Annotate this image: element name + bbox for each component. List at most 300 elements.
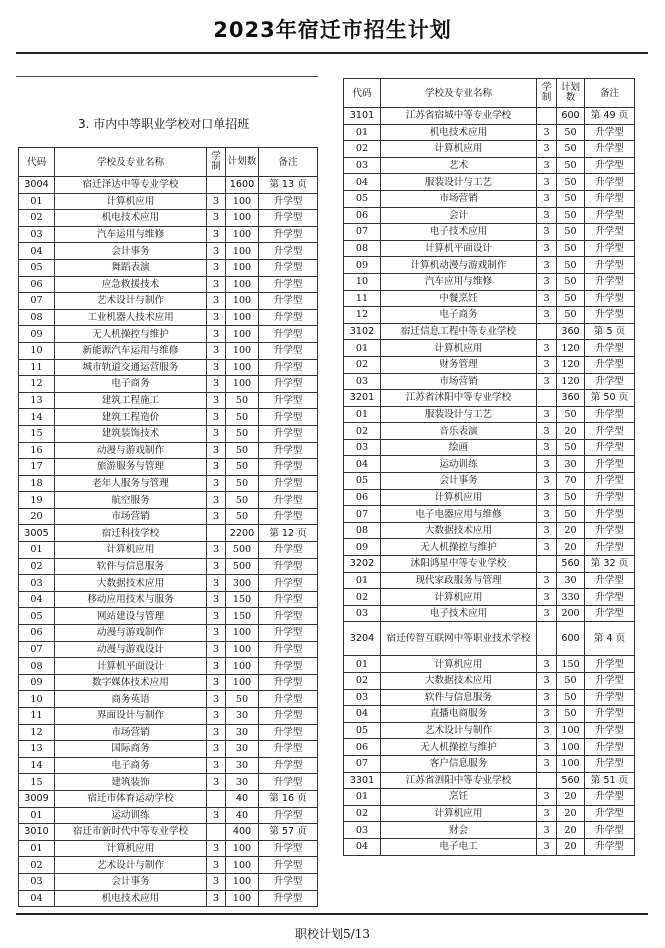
cell-note: 升学型 (585, 539, 635, 556)
cell-years: 3 (207, 492, 226, 509)
cell-plan: 100 (226, 658, 259, 675)
cell-code: 16 (19, 442, 55, 459)
cell-code: 03 (19, 226, 55, 243)
cell-plan: 100 (226, 326, 259, 343)
cell-note: 升学型 (259, 459, 318, 476)
table-row (344, 605, 635, 622)
cell-name: 电子电器应用与维修 (381, 506, 537, 523)
table-row (19, 542, 318, 559)
cell-years: 3 (537, 572, 557, 589)
school-row (344, 323, 635, 340)
cell-code: 01 (344, 124, 381, 141)
cell-code: 3004 (19, 177, 55, 194)
table-row (344, 240, 635, 257)
cell-years: 3 (207, 708, 226, 725)
cell-plan: 30 (226, 757, 259, 774)
cell-name: 网站建设与管理 (55, 608, 207, 625)
cell-code: 05 (344, 190, 381, 207)
cell-years: 3 (537, 157, 557, 174)
cell-plan: 30 (226, 708, 259, 725)
cell-years: 3 (537, 522, 557, 539)
table-row (19, 591, 318, 608)
header-name: 学校及专业名称 (381, 79, 537, 108)
cell-plan: 100 (226, 259, 259, 276)
cell-note: 升学型 (585, 240, 635, 257)
cell-code: 03 (344, 157, 381, 174)
table-row (19, 276, 318, 293)
cell-note: 升学型 (585, 689, 635, 706)
cell-note: 升学型 (585, 356, 635, 373)
school-row (344, 390, 635, 407)
cell-note: 升学型 (585, 290, 635, 307)
table-row (344, 273, 635, 290)
cell-note: 升学型 (585, 174, 635, 191)
cell-years (537, 772, 557, 789)
table-row (19, 475, 318, 492)
cell-code: 20 (19, 508, 55, 525)
cell-name: 江苏省宿城中等专业学校 (381, 108, 537, 125)
right-table-body (344, 108, 635, 856)
cell-code: 10 (19, 691, 55, 708)
cell-plan: 50 (557, 141, 585, 158)
cell-name: 计算机应用 (381, 489, 537, 506)
cell-plan: 50 (226, 409, 259, 426)
cell-code: 10 (344, 273, 381, 290)
table-row (19, 890, 318, 907)
cell-code: 02 (344, 423, 381, 440)
cell-plan: 100 (226, 840, 259, 857)
header-plan: 计划数 (557, 79, 585, 108)
cell-years: 3 (537, 207, 557, 224)
cell-code: 3202 (344, 556, 381, 573)
cell-plan: 100 (226, 309, 259, 326)
cell-code: 06 (344, 739, 381, 756)
cell-code: 05 (344, 473, 381, 490)
cell-note: 升学型 (585, 373, 635, 390)
cell-code: 09 (19, 674, 55, 691)
cell-years: 3 (537, 307, 557, 324)
cell-years: 3 (537, 822, 557, 839)
cell-note: 升学型 (259, 591, 318, 608)
cell-years: 3 (537, 373, 557, 390)
table-row (19, 857, 318, 874)
cell-name: 艺术 (381, 157, 537, 174)
cell-name: 航空服务 (55, 492, 207, 509)
cell-years: 3 (207, 342, 226, 359)
cell-name: 绘画 (381, 439, 537, 456)
cell-note: 升学型 (259, 226, 318, 243)
cell-name: 建筑工程施工 (55, 392, 207, 409)
cell-name: 建筑装饰技术 (55, 425, 207, 442)
cell-years (207, 177, 226, 194)
cell-note: 升学型 (259, 873, 318, 890)
table-row (19, 210, 318, 227)
table-row (19, 641, 318, 658)
cell-years (537, 622, 557, 656)
table-row (19, 508, 318, 525)
cell-note: 第 16 页 (259, 790, 318, 807)
table-row (344, 406, 635, 423)
cell-plan: 100 (226, 243, 259, 260)
cell-code: 03 (344, 822, 381, 839)
header-years: 学制 (537, 79, 557, 108)
cell-code: 04 (19, 243, 55, 260)
cell-code: 08 (344, 522, 381, 539)
cell-name: 财会 (381, 822, 537, 839)
cell-note: 升学型 (259, 326, 318, 343)
cell-name: 电子商务 (55, 757, 207, 774)
table-row (19, 741, 318, 758)
cell-name: 宿迁传智互联网中等职业技术学校 (381, 622, 537, 656)
cell-code: 11 (19, 708, 55, 725)
cell-note: 升学型 (585, 190, 635, 207)
cell-code: 15 (19, 774, 55, 791)
cell-note: 升学型 (259, 309, 318, 326)
cell-note: 升学型 (585, 257, 635, 274)
cell-name: 宿迁信息工程中等专业学校 (381, 323, 537, 340)
cell-years: 3 (537, 240, 557, 257)
table-row (344, 356, 635, 373)
cell-plan: 50 (557, 673, 585, 690)
cell-years: 3 (537, 656, 557, 673)
cell-code: 08 (19, 309, 55, 326)
cell-name: 艺术设计与制作 (55, 857, 207, 874)
cell-code: 09 (19, 326, 55, 343)
header-name: 学校及专业名称 (55, 148, 207, 177)
cell-years: 3 (207, 591, 226, 608)
cell-note: 升学型 (259, 741, 318, 758)
cell-code: 3201 (344, 390, 381, 407)
table-row (19, 293, 318, 310)
table-row (19, 392, 318, 409)
cell-name: 宿迁泽达中等专业学校 (55, 177, 207, 194)
cell-note: 升学型 (585, 456, 635, 473)
cell-code: 12 (19, 724, 55, 741)
cell-years: 3 (207, 376, 226, 393)
cell-name: 老年人服务与管理 (55, 475, 207, 492)
cell-years: 3 (207, 674, 226, 691)
cell-plan: 50 (557, 240, 585, 257)
cell-name: 烹饪 (381, 789, 537, 806)
cell-years: 3 (207, 873, 226, 890)
cell-code: 13 (19, 392, 55, 409)
cell-name: 计算机平面设计 (381, 240, 537, 257)
cell-name: 宿迁科技学校 (55, 525, 207, 542)
cell-name: 计算机动漫与游戏制作 (381, 257, 537, 274)
cell-years: 3 (537, 456, 557, 473)
cell-note: 升学型 (259, 658, 318, 675)
cell-years: 3 (207, 558, 226, 575)
cell-code: 01 (19, 807, 55, 824)
cell-code: 03 (344, 605, 381, 622)
cell-note: 升学型 (259, 558, 318, 575)
cell-code: 01 (19, 542, 55, 559)
cell-plan: 20 (557, 423, 585, 440)
cell-years: 3 (537, 755, 557, 772)
cell-name: 电子商务 (55, 376, 207, 393)
cell-note: 升学型 (585, 273, 635, 290)
cell-years: 3 (537, 141, 557, 158)
cell-years: 3 (207, 309, 226, 326)
cell-name: 计算机应用 (55, 840, 207, 857)
table-row (344, 423, 635, 440)
cell-note: 第 12 页 (259, 525, 318, 542)
table-row (344, 207, 635, 224)
header-note: 备注 (259, 148, 318, 177)
cell-years (537, 323, 557, 340)
cell-plan: 50 (557, 689, 585, 706)
cell-name: 汽车应用与维修 (381, 273, 537, 290)
table-row (344, 290, 635, 307)
table-row (344, 456, 635, 473)
cell-note: 升学型 (259, 641, 318, 658)
cell-note: 升学型 (259, 807, 318, 824)
cell-plan: 360 (557, 323, 585, 340)
cell-note: 升学型 (585, 439, 635, 456)
cell-name: 大数据技术应用 (55, 575, 207, 592)
cell-years: 3 (537, 356, 557, 373)
school-row (19, 177, 318, 194)
cell-years: 3 (207, 293, 226, 310)
table-row (19, 674, 318, 691)
cell-code: 3301 (344, 772, 381, 789)
cell-code: 03 (344, 689, 381, 706)
cell-years: 3 (537, 190, 557, 207)
cell-name: 机电技术应用 (55, 890, 207, 907)
cell-years: 3 (537, 739, 557, 756)
cell-code: 04 (19, 591, 55, 608)
cell-years: 3 (207, 575, 226, 592)
cell-name: 旅游服务与管理 (55, 459, 207, 476)
cell-plan: 300 (226, 575, 259, 592)
cell-plan: 150 (557, 656, 585, 673)
section-title: 3. 市内中等职业学校对口单招班 (78, 117, 250, 131)
cell-plan: 560 (557, 556, 585, 573)
cell-plan: 40 (226, 790, 259, 807)
table-row (344, 340, 635, 357)
cell-plan: 600 (557, 622, 585, 656)
cell-years: 3 (207, 326, 226, 343)
cell-name: 宿迁市新时代中等专业学校 (55, 824, 207, 841)
cell-years: 3 (537, 340, 557, 357)
cell-name: 服装设计与工艺 (381, 406, 537, 423)
cell-plan: 30 (557, 572, 585, 589)
cell-code: 02 (344, 141, 381, 158)
enrollment-table-right (343, 78, 635, 856)
cell-name: 动漫与游戏制作 (55, 625, 207, 642)
cell-code: 3101 (344, 108, 381, 125)
cell-years: 3 (537, 124, 557, 141)
cell-note: 第 49 页 (585, 108, 635, 125)
table-row (344, 190, 635, 207)
table-row (344, 373, 635, 390)
cell-name: 新能源汽车运用与维修 (55, 342, 207, 359)
cell-code: 15 (19, 425, 55, 442)
cell-plan: 100 (226, 890, 259, 907)
cell-plan: 50 (557, 439, 585, 456)
cell-code: 02 (344, 673, 381, 690)
cell-note: 升学型 (259, 840, 318, 857)
cell-name: 大数据技术应用 (381, 522, 537, 539)
table-row (19, 608, 318, 625)
cell-code: 08 (344, 240, 381, 257)
cell-code: 05 (19, 259, 55, 276)
cell-years: 3 (537, 706, 557, 723)
cell-code: 12 (19, 376, 55, 393)
cell-note: 升学型 (585, 589, 635, 606)
cell-note: 升学型 (585, 805, 635, 822)
cell-years: 3 (207, 641, 226, 658)
header-plan: 计划数 (226, 148, 259, 177)
cell-years (537, 108, 557, 125)
cell-name: 机电技术应用 (381, 124, 537, 141)
cell-plan: 120 (557, 373, 585, 390)
cell-name: 商务英语 (55, 691, 207, 708)
cell-plan: 50 (226, 425, 259, 442)
cell-code: 06 (344, 207, 381, 224)
cell-plan: 50 (557, 257, 585, 274)
cell-plan: 2200 (226, 525, 259, 542)
cell-note: 升学型 (259, 342, 318, 359)
table-row (19, 873, 318, 890)
cell-code: 05 (19, 608, 55, 625)
cell-plan: 100 (226, 226, 259, 243)
cell-name: 宿迁市体育运动学校 (55, 790, 207, 807)
cell-name: 计算机应用 (381, 656, 537, 673)
cell-note: 第 13 页 (259, 177, 318, 194)
cell-years: 3 (207, 724, 226, 741)
cell-plan: 50 (557, 489, 585, 506)
cell-name: 计算机应用 (381, 589, 537, 606)
cell-years: 3 (537, 257, 557, 274)
table-row (344, 157, 635, 174)
cell-code: 03 (344, 439, 381, 456)
cell-code: 07 (19, 641, 55, 658)
cell-note: 升学型 (585, 124, 635, 141)
cell-plan: 120 (557, 340, 585, 357)
cell-code: 18 (19, 475, 55, 492)
cell-code: 01 (19, 193, 55, 210)
cell-name: 工业机器人技术应用 (55, 309, 207, 326)
cell-plan: 100 (226, 293, 259, 310)
cell-name: 动漫与游戏设计 (55, 641, 207, 658)
cell-years (537, 556, 557, 573)
cell-note: 第 50 页 (585, 390, 635, 407)
cell-years: 3 (207, 807, 226, 824)
cell-plan: 100 (226, 359, 259, 376)
cell-years (207, 790, 226, 807)
cell-name: 数字媒体技术应用 (55, 674, 207, 691)
cell-plan: 50 (557, 174, 585, 191)
table-row (19, 425, 318, 442)
cell-name: 运动训练 (55, 807, 207, 824)
cell-code: 02 (19, 210, 55, 227)
cell-name: 运动训练 (381, 456, 537, 473)
table-row (19, 724, 318, 741)
school-row (344, 108, 635, 125)
cell-plan: 360 (557, 390, 585, 407)
cell-name: 电子商务 (381, 307, 537, 324)
cell-plan: 150 (226, 608, 259, 625)
table-row (19, 691, 318, 708)
table-row (19, 757, 318, 774)
table-row (19, 326, 318, 343)
table-row (344, 755, 635, 772)
cell-note: 升学型 (585, 340, 635, 357)
cell-note: 升学型 (259, 608, 318, 625)
cell-plan: 50 (557, 406, 585, 423)
cell-name: 城市轨道交通运营服务 (55, 359, 207, 376)
cell-name: 中餐烹饪 (381, 290, 537, 307)
cell-code: 03 (19, 575, 55, 592)
cell-plan: 100 (226, 873, 259, 890)
table-row (344, 673, 635, 690)
cell-plan: 50 (226, 508, 259, 525)
cell-name: 电子技术应用 (381, 224, 537, 241)
cell-years: 3 (207, 625, 226, 642)
cell-plan: 50 (557, 706, 585, 723)
cell-years: 3 (207, 409, 226, 426)
cell-code: 10 (19, 342, 55, 359)
cell-years: 3 (537, 489, 557, 506)
cell-plan: 100 (557, 722, 585, 739)
cell-note: 升学型 (259, 475, 318, 492)
school-row (19, 824, 318, 841)
cell-years: 3 (207, 741, 226, 758)
cell-code: 09 (344, 257, 381, 274)
cell-note: 升学型 (585, 423, 635, 440)
cell-name: 客户信息服务 (381, 755, 537, 772)
cell-name: 软件与信息服务 (381, 689, 537, 706)
cell-plan: 100 (226, 641, 259, 658)
cell-years: 3 (537, 273, 557, 290)
table-row (344, 589, 635, 606)
cell-note: 升学型 (585, 789, 635, 806)
cell-name: 计算机应用 (381, 805, 537, 822)
cell-name: 会计事务 (55, 243, 207, 260)
cell-note: 升学型 (259, 674, 318, 691)
cell-name: 计算机平面设计 (55, 658, 207, 675)
cell-plan: 100 (226, 210, 259, 227)
cell-name: 计算机应用 (55, 542, 207, 559)
cell-plan: 120 (557, 356, 585, 373)
cell-name: 艺术设计与制作 (381, 722, 537, 739)
cell-note: 升学型 (259, 625, 318, 642)
cell-plan: 50 (557, 506, 585, 523)
cell-plan: 50 (226, 459, 259, 476)
cell-code: 3102 (344, 323, 381, 340)
cell-code: 01 (19, 840, 55, 857)
cell-note: 升学型 (585, 224, 635, 241)
cell-name: 计算机应用 (381, 340, 537, 357)
cell-plan: 50 (557, 190, 585, 207)
cell-note: 第 4 页 (585, 622, 635, 656)
cell-years: 3 (207, 210, 226, 227)
cell-code: 02 (19, 857, 55, 874)
cell-code: 11 (19, 359, 55, 376)
cell-code: 06 (19, 625, 55, 642)
school-row (344, 622, 635, 656)
cell-name: 舞蹈表演 (55, 259, 207, 276)
cell-name: 服装设计与工艺 (381, 174, 537, 191)
cell-name: 现代家政服务与管理 (381, 572, 537, 589)
cell-plan: 500 (226, 542, 259, 559)
cell-name: 市场营销 (381, 373, 537, 390)
table-row (344, 473, 635, 490)
cell-note: 升学型 (585, 473, 635, 490)
cell-name: 无人机操控与维护 (381, 739, 537, 756)
cell-years: 3 (537, 805, 557, 822)
